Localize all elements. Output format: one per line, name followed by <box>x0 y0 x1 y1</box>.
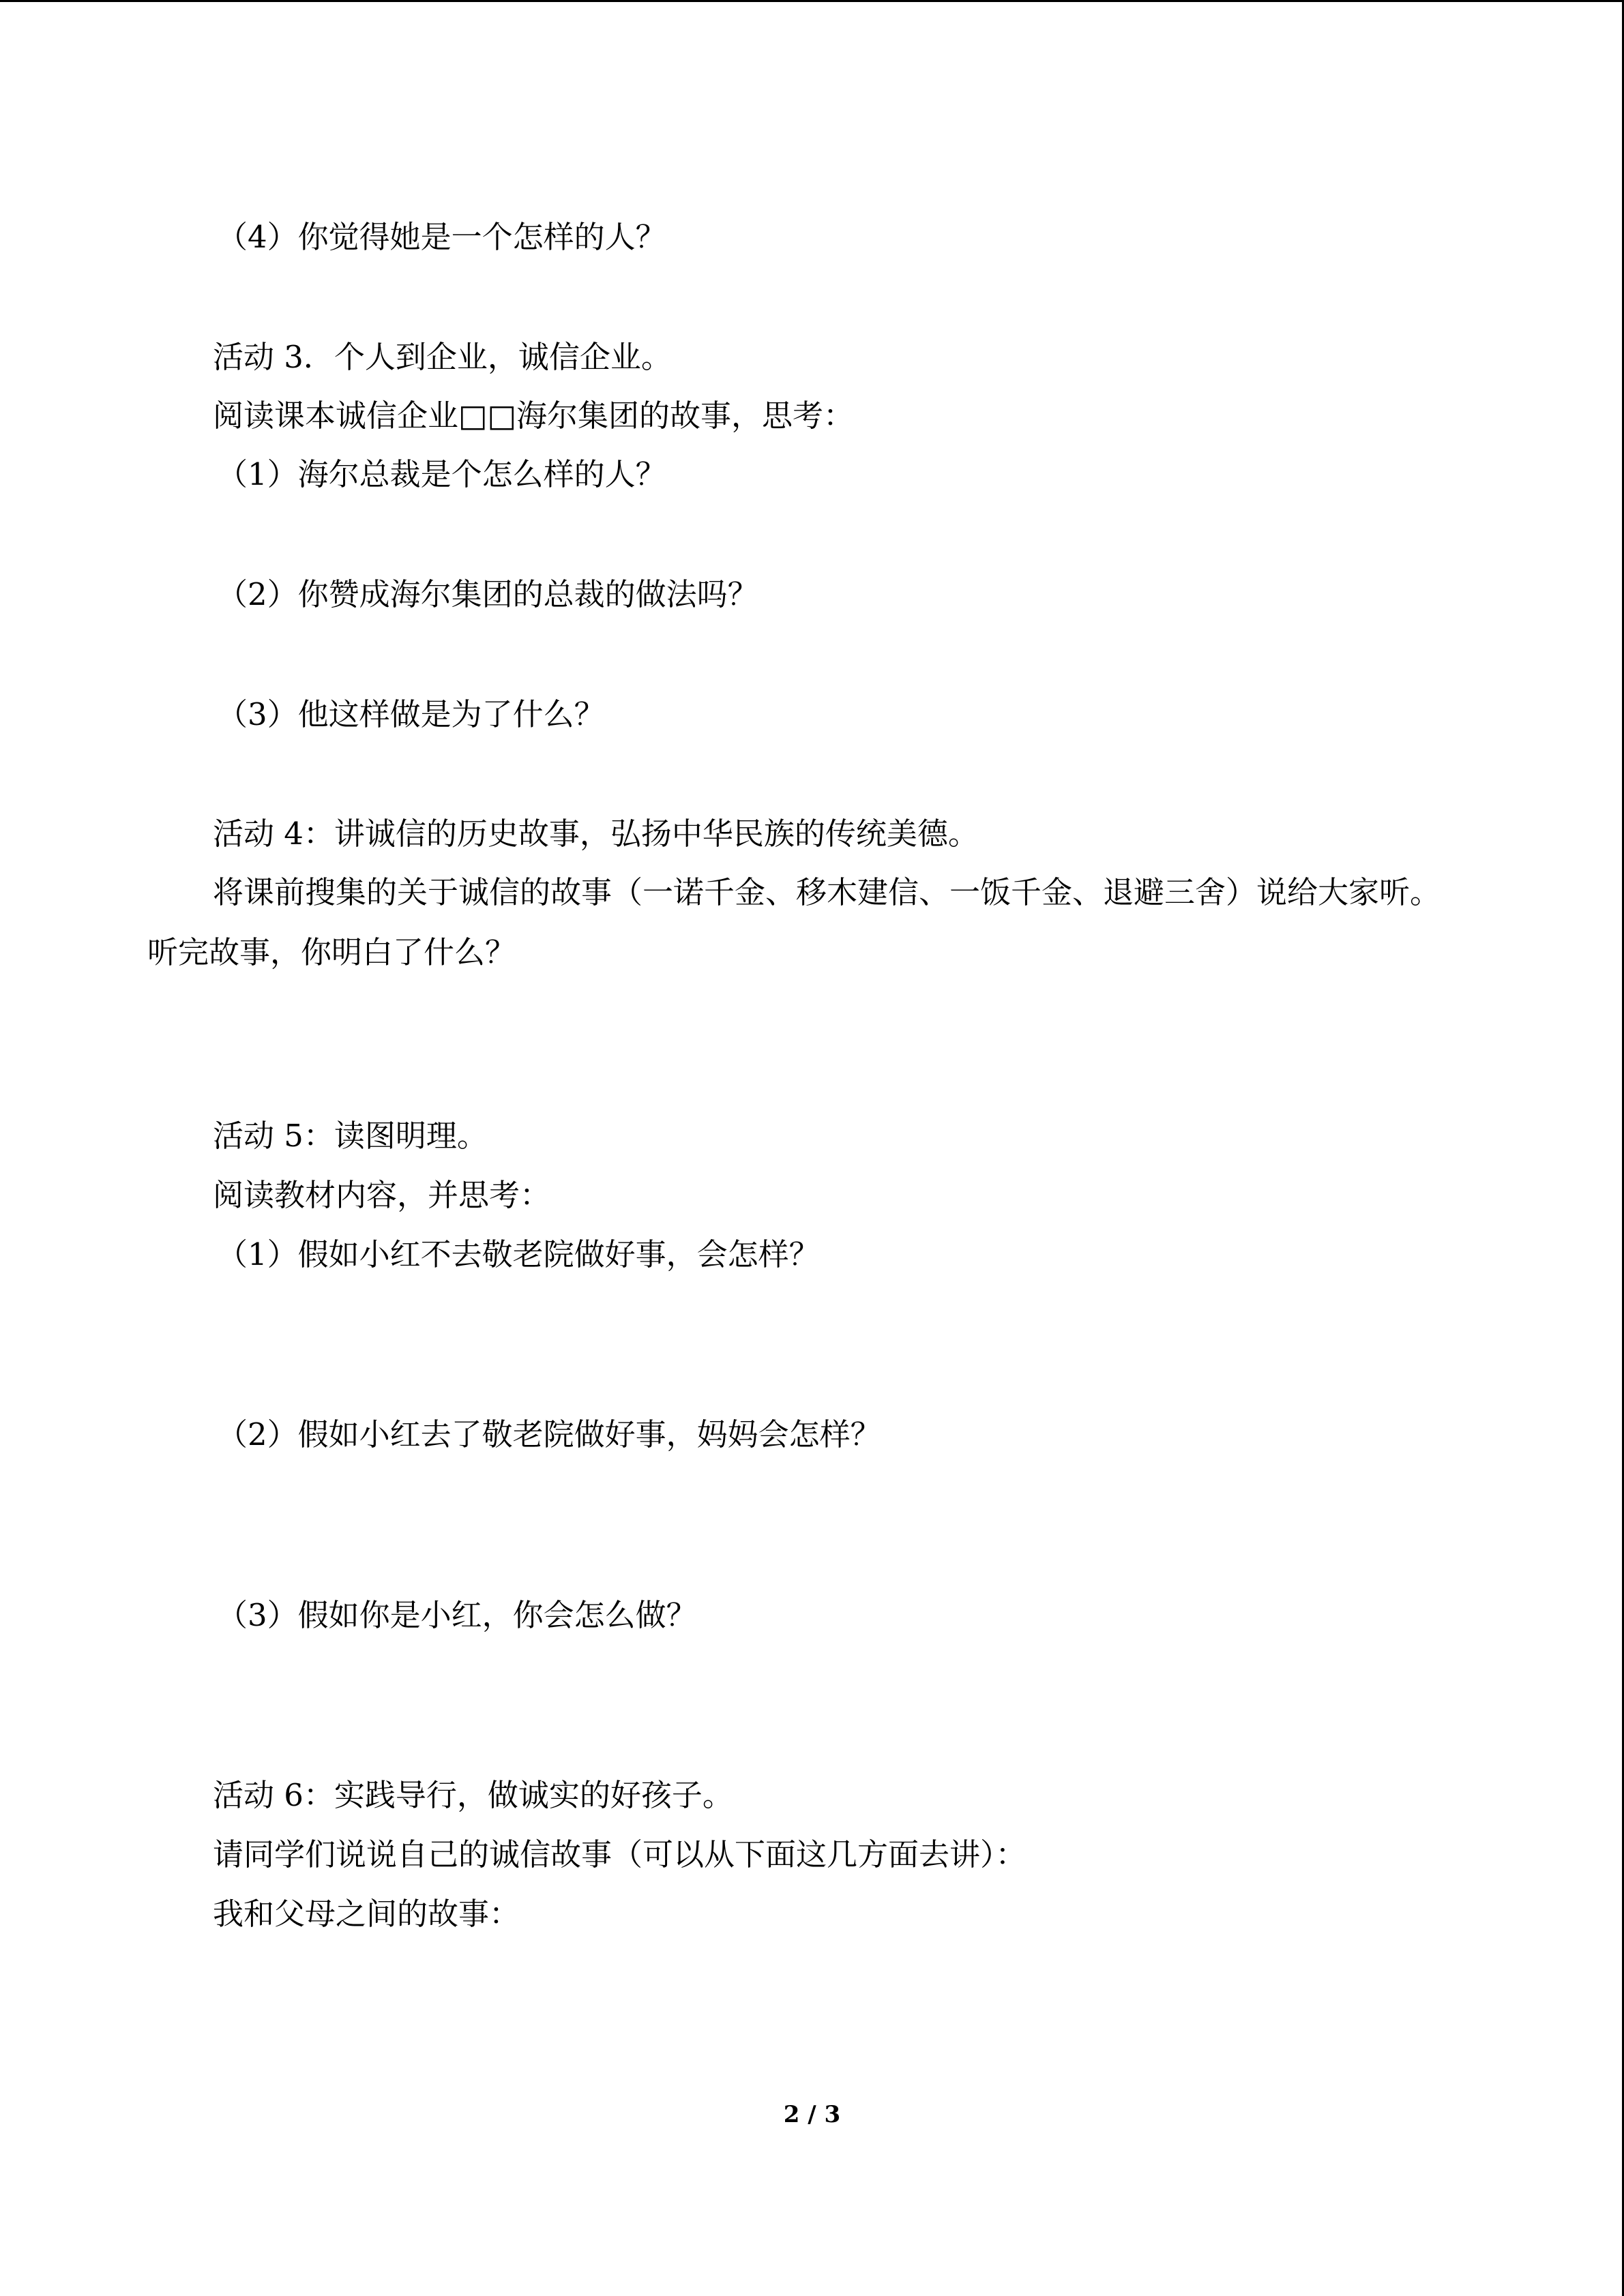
activity6-intro: 请同学们说说自己的诚信故事（可以从下面这几方面去讲）： <box>213 1836 1027 1873</box>
activity3-question-3: （3）他这样做是为了什么？ <box>217 696 605 732</box>
activity3-question-2: （2）你赞成海尔集团的总裁的做法吗？ <box>217 576 758 612</box>
activity3-question-1: （1）海尔总裁是个怎么样的人？ <box>217 456 666 492</box>
activity3-title: 活动 3．个人到企业，诚信企业。 <box>213 339 672 375</box>
activity2-question-4: （4）你觉得她是一个怎样的人？ <box>217 219 666 255</box>
activity5-question-3: （3）假如你是小红，你会怎么做？ <box>217 1597 697 1633</box>
activity5-title: 活动 5：读图明理。 <box>213 1118 488 1154</box>
page-border-top <box>0 0 1624 2</box>
activity5-intro: 阅读教材内容，并思考： <box>213 1177 551 1213</box>
activity6-item-parents: 我和父母之间的故事： <box>213 1896 520 1932</box>
activity3-intro: 阅读课本诚信企业□□海尔集团的故事，思考： <box>213 398 855 434</box>
activity5-question-1: （1）假如小红不去敬老院做好事，会怎样？ <box>217 1236 820 1272</box>
activity5-question-2: （2）假如小红去了敬老院做好事，妈妈会怎样？ <box>217 1416 881 1452</box>
activity6-title: 活动 6：实践导行，做诚实的好孩子。 <box>213 1777 733 1813</box>
activity4-body: 将课前搜集的关于诚信的故事（一诺千金、移木建信、一饭千金、退避三舍）说给大家听。听完故事，你明白了什么？ <box>147 874 1441 970</box>
page-number: 2 / 3 <box>783 2101 841 2128</box>
activity4-title: 活动 4：讲诚信的历史故事，弘扬中华民族的传统美德。 <box>213 816 979 852</box>
